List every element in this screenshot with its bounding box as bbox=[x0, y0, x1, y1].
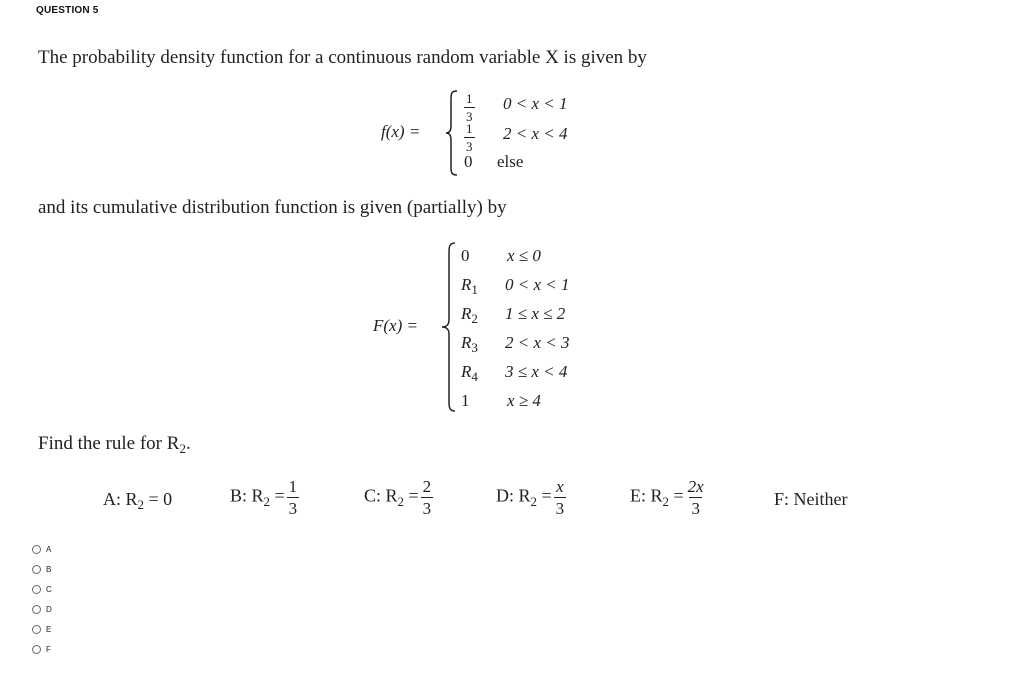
cdf-case-5-letter: R bbox=[461, 362, 472, 381]
answer-option-b[interactable] bbox=[32, 562, 51, 576]
choice-f: F: Neither bbox=[774, 489, 848, 509]
choice-e bbox=[630, 478, 708, 517]
radio-b[interactable] bbox=[32, 565, 41, 574]
pdf-case-2-den: 3 bbox=[466, 139, 473, 154]
choice-a-rhs: = 0 bbox=[148, 489, 173, 509]
cdf-case-3-condition: 1 ≤ x ≤ 2 bbox=[505, 304, 566, 323]
cdf-case-3-letter: R bbox=[461, 304, 472, 323]
choice-d-den: 3 bbox=[555, 499, 565, 518]
choice-e-sub: 2 bbox=[662, 493, 670, 509]
cdf-case-2-sub: 1 bbox=[471, 282, 478, 297]
cdf-brace bbox=[441, 242, 457, 412]
answer-option-a[interactable] bbox=[32, 542, 51, 556]
cdf-text: and its cumulative distribution function is given (partially) by bbox=[38, 197, 507, 218]
pdf-case-3-condition: else bbox=[497, 152, 524, 171]
radio-d[interactable] bbox=[32, 605, 41, 614]
pdf-brace bbox=[445, 90, 459, 176]
choice-a bbox=[103, 489, 172, 510]
radio-a[interactable] bbox=[32, 545, 41, 554]
choice-c-num: 2 bbox=[422, 477, 432, 496]
pdf-case-1-num: 1 bbox=[466, 91, 473, 106]
cdf-case-3-sub: 2 bbox=[471, 311, 478, 326]
choice-d-rhs: = bbox=[541, 485, 552, 506]
pdf-case-1-condition: 0 < x < 1 bbox=[503, 94, 568, 113]
answer-option-c[interactable] bbox=[32, 582, 52, 596]
pdf-case-2-expr bbox=[462, 122, 477, 153]
pdf-case-2-num: 1 bbox=[466, 121, 473, 136]
pdf-case-3-expr: 0 bbox=[464, 152, 473, 171]
cdf-case-1-expr: 0 bbox=[461, 246, 470, 265]
prompt-end: . bbox=[185, 433, 191, 454]
choice-d-num: x bbox=[556, 477, 564, 496]
intro-text: The probability density function for a continuous random variable X is given by bbox=[38, 47, 647, 68]
choice-e-num: 2x bbox=[687, 477, 704, 496]
cdf-case-1-condition: x ≤ 0 bbox=[507, 246, 541, 265]
radio-label-f[interactable]: F bbox=[46, 644, 51, 654]
radio-label-c[interactable]: C bbox=[46, 584, 52, 594]
cdf-case-4-letter: R bbox=[461, 333, 472, 352]
pdf-lhs: f(x) = bbox=[381, 122, 421, 141]
answer-option-e[interactable] bbox=[32, 622, 51, 636]
choice-e-den: 3 bbox=[691, 499, 700, 518]
choice-e-lead: E: R bbox=[630, 485, 663, 506]
choice-e-rhs: = bbox=[673, 485, 684, 506]
cdf-case-6-expr: 1 bbox=[461, 391, 470, 410]
cdf-case-5-condition: 3 ≤ x < 4 bbox=[505, 362, 568, 381]
choice-a-sub: 2 bbox=[137, 497, 145, 512]
cdf-case-4-expr bbox=[461, 333, 478, 353]
cdf-case-2-expr bbox=[461, 275, 478, 295]
choice-b-den: 3 bbox=[288, 499, 298, 518]
radio-label-d[interactable]: D bbox=[46, 604, 52, 614]
cdf-case-2-condition: 0 < x < 1 bbox=[505, 275, 570, 294]
radio-label-b[interactable]: B bbox=[46, 564, 52, 574]
pdf-case-1-den: 3 bbox=[466, 109, 473, 124]
answer-option-d[interactable] bbox=[32, 602, 52, 616]
choice-b-num: 1 bbox=[288, 477, 298, 496]
cdf-lhs: F(x) = bbox=[373, 316, 418, 335]
choice-b-rhs: = bbox=[274, 485, 285, 506]
choice-c-rhs: = bbox=[408, 485, 419, 506]
choice-c bbox=[364, 478, 435, 517]
cdf-case-5-expr bbox=[461, 362, 478, 382]
question-label: QUESTION 5 bbox=[36, 5, 99, 16]
choice-c-sub: 2 bbox=[397, 493, 405, 509]
radio-f[interactable] bbox=[32, 645, 41, 654]
choice-a-lead: A: R bbox=[103, 489, 138, 509]
pdf-case-2-condition: 2 < x < 4 bbox=[503, 124, 568, 143]
cdf-case-3-expr bbox=[461, 304, 478, 324]
radio-label-e[interactable]: E bbox=[46, 624, 52, 634]
pdf-case-1-expr bbox=[462, 92, 477, 123]
prompt bbox=[38, 433, 191, 455]
cdf-case-2-letter: R bbox=[461, 275, 472, 294]
choice-d-lead: D: R bbox=[496, 485, 531, 506]
choice-c-den: 3 bbox=[422, 499, 432, 518]
radio-e[interactable] bbox=[32, 625, 41, 634]
choice-b-lead: B: R bbox=[230, 485, 264, 506]
choice-d bbox=[496, 478, 568, 517]
radio-label-a[interactable]: A bbox=[46, 544, 52, 554]
cdf-case-4-condition: 2 < x < 3 bbox=[505, 333, 570, 352]
cdf-case-5-sub: 4 bbox=[471, 369, 478, 384]
radio-c[interactable] bbox=[32, 585, 41, 594]
prompt-text: Find the rule for R bbox=[38, 433, 180, 454]
choice-b bbox=[230, 478, 301, 517]
cdf-case-6-condition: x ≥ 4 bbox=[507, 391, 541, 410]
cdf-case-4-sub: 3 bbox=[471, 340, 478, 355]
choice-c-lead: C: R bbox=[364, 485, 398, 506]
prompt-sub: 2 bbox=[179, 441, 186, 456]
choice-b-sub: 2 bbox=[263, 493, 271, 509]
choice-d-sub: 2 bbox=[530, 493, 538, 509]
answer-option-f[interactable] bbox=[32, 642, 51, 656]
